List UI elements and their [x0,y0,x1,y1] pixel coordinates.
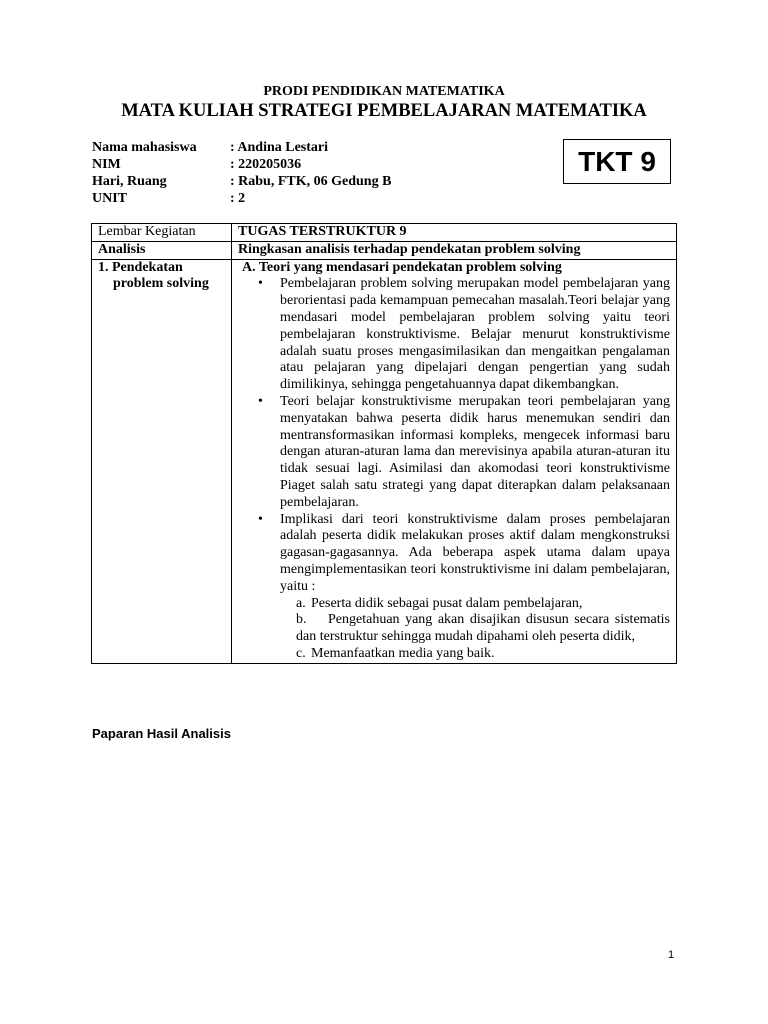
table-row [92,259,677,663]
info-value: : Andina Lestari [230,140,329,155]
info-label: UNIT [92,191,128,206]
sub-marker: a. [296,595,306,611]
table-row [92,224,677,242]
row-value: TUGAS TERSTRUKTUR 9 [232,224,677,242]
sub-item [296,596,670,613]
row-label: Analisis [92,241,232,259]
activity-table [91,223,677,664]
sub-text: Pengetahuan yang akan disajikan disusun secara sistematis dan terstruktur sehingga mudah dipahami oleh peserta didik, [296,612,670,645]
info-row-nim [92,156,391,173]
student-info [92,139,391,207]
header-course-title: MATA KULIAH STRATEGI PEMBELAJARAN MATEMATIKA [121,101,647,121]
sub-text: Peserta didik sebagai pusat dalam pembelajaran, [311,595,583,611]
list-item [258,511,670,663]
bullet-text: Pembelajaran problem solving merupakan model pembelajaran yang berorientasi pada kemampuan pemecahan masalah.Teori belajar yang mendasari model pembelajaran problem solving yaitu teori pembelajaran konstruktivisme. Belajar menurut konstruktivisme adalah suatu proses mengasimilasikan dan mengaitkan pengalaman atau pelajaran yang dipelajari dengan pengertian yang sudah dimilikinya, sehingga pengetahuannya dapat dikembangkan. [280,276,670,393]
info-value: : 2 [230,191,246,206]
row-label [92,259,232,663]
info-value: : Rabu, FTK, 06 Gedung B [230,174,392,189]
list-item [258,393,670,512]
approach-label-cont: problem solving [113,276,209,292]
sub-list [280,596,670,663]
bullet-text: Implikasi dari teori konstruktivisme dalam proses pembelajaran adalah peserta didik melakukan proses aktif dalam mengkonstruksi gagasan-gagasannya. Ada beberapa aspek utama dalam upaya mengimplementasikan teori konstruktivisme ini dalam pembelajaran, yaitu : [280,511,670,594]
sub-item [296,646,670,663]
sub-item [296,612,670,646]
sub-marker: b. [296,612,307,628]
info-row-day-room [92,173,391,190]
approach-number-label: 1. Pendekatan [98,259,183,275]
sub-marker: c. [296,645,306,661]
row-content [232,259,677,663]
bullet-icon: • [258,276,263,292]
bullet-list [238,276,670,662]
info-label: Nama mahasiswa [92,140,197,155]
bullet-icon: • [258,393,263,409]
row-value: Ringkasan analisis terhadap pendekatan problem solving [232,241,677,259]
info-row-unit [92,190,391,207]
table-row [92,241,677,259]
info-label: Hari, Ruang [92,174,167,189]
bullet-text: Teori belajar konstruktivisme merupakan teori pembelajaran yang menyatakan bahwa peserta didik harus menemukan sendiri dan mentransformasikan informasi kompleks, mengecek informasi baru dengan aturan-aturan lama dan merevisinya apabila aturan-aturan itu tidak sesuai lagi. Asimilasi dan akomodasi teori konstruktivisme Piaget salah satu strategi yang dapat diterapkan dalam pelaksanaan pembelajaran. [280,393,670,510]
row-label: Lembar Kegiatan [92,224,232,242]
analysis-results-heading: Paparan Hasil Analisis [92,726,231,741]
info-value: : 220205036 [230,157,302,172]
page-number: 1 [668,949,675,961]
header-prodi: PRODI PENDIDIKAN MATEMATIKA [263,84,505,99]
list-item [258,276,670,394]
info-label: NIM [92,157,121,172]
bullet-icon: • [258,511,263,527]
sub-text: Memanfaatkan media yang baik. [311,645,495,661]
tkt-label-box: TKT 9 [563,139,671,184]
section-title: A. Teori yang mendasari pendekatan problem solving [242,259,562,275]
info-row-name [92,139,391,156]
